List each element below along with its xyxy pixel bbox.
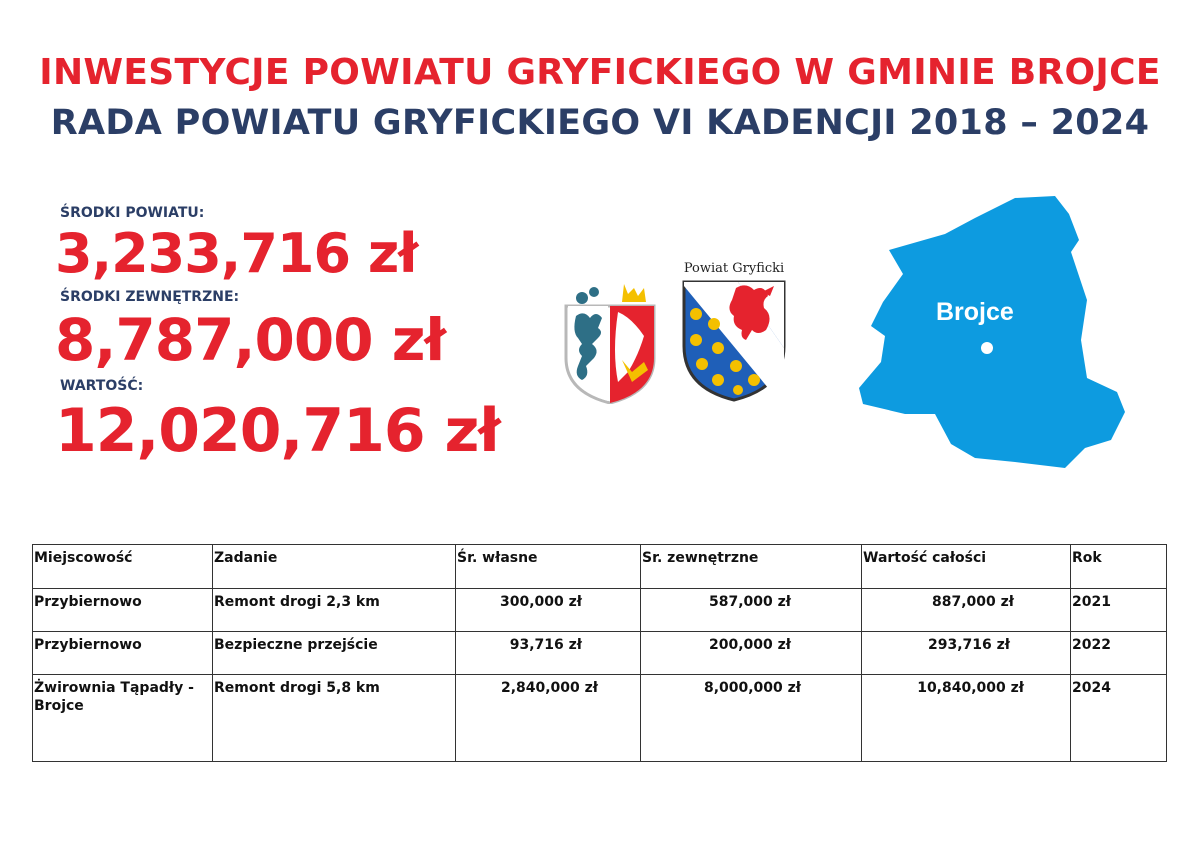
- table-row: [33, 632, 1167, 675]
- map-location-dot: [981, 342, 993, 354]
- table-header-cell: Śr. własne: [456, 545, 641, 589]
- map-label: Brojce: [936, 298, 1014, 326]
- table-row: [33, 589, 1167, 632]
- table-cell: Przybiernowo: [33, 589, 213, 632]
- table-header-cell: Rok: [1071, 545, 1167, 589]
- county-logo-label: Powiat Gryficki: [683, 261, 785, 276]
- table-header-cell: Wartość całości: [862, 545, 1071, 589]
- page-title: INWESTYCJE POWIATU GRYFICKIEGO W GMINIE BROJCE: [39, 52, 1161, 93]
- table-header-row: [33, 545, 1167, 589]
- table-cell: Remont drogi 2,3 km: [213, 589, 456, 632]
- external-funds-label: ŚRODKI ZEWNĘTRZNE:: [60, 289, 240, 305]
- municipality-coat-of-arms-icon: [552, 276, 668, 404]
- table-header-cell: Miejscowość: [33, 545, 213, 589]
- table-cell: 2,840,000 zł: [456, 675, 641, 762]
- investments-table: [32, 544, 1167, 762]
- brojce-map: [855, 190, 1130, 470]
- table-cell: 587,000 zł: [641, 589, 862, 632]
- table-cell: 2022: [1071, 632, 1167, 675]
- table-header-cell: Sr. zewnętrzne: [641, 545, 862, 589]
- own-funds-value: 3,233,716 zł: [55, 222, 418, 285]
- table-row: [33, 675, 1167, 762]
- table-cell: Bezpieczne przejście: [213, 632, 456, 675]
- table-cell: Przybiernowo: [33, 632, 213, 675]
- total-value: 12,020,716 zł: [55, 396, 500, 466]
- table-cell: 93,716 zł: [456, 632, 641, 675]
- table-cell: 200,000 zł: [641, 632, 862, 675]
- table-cell: 8,000,000 zł: [641, 675, 862, 762]
- county-coat-of-arms-icon: [678, 262, 790, 402]
- table-header-cell: Zadanie: [213, 545, 456, 589]
- external-funds-value: 8,787,000 zł: [55, 306, 446, 374]
- table-cell: 10,840,000 zł: [862, 675, 1071, 762]
- table-cell: 2024: [1071, 675, 1167, 762]
- table-cell: 2021: [1071, 589, 1167, 632]
- table-cell: Remont drogi 5,8 km: [213, 675, 456, 762]
- total-value-label: WARTOŚĆ:: [60, 378, 144, 394]
- table-cell: Żwirownia Tąpadły - Brojce: [33, 675, 213, 762]
- own-funds-label: ŚRODKI POWIATU:: [60, 205, 205, 221]
- table-cell: 887,000 zł: [862, 589, 1071, 632]
- page-subtitle: RADA POWIATU GRYFICKIEGO VI KADENCJI 2018 – 2024: [50, 103, 1150, 143]
- table-cell: 293,716 zł: [862, 632, 1071, 675]
- table-cell: 300,000 zł: [456, 589, 641, 632]
